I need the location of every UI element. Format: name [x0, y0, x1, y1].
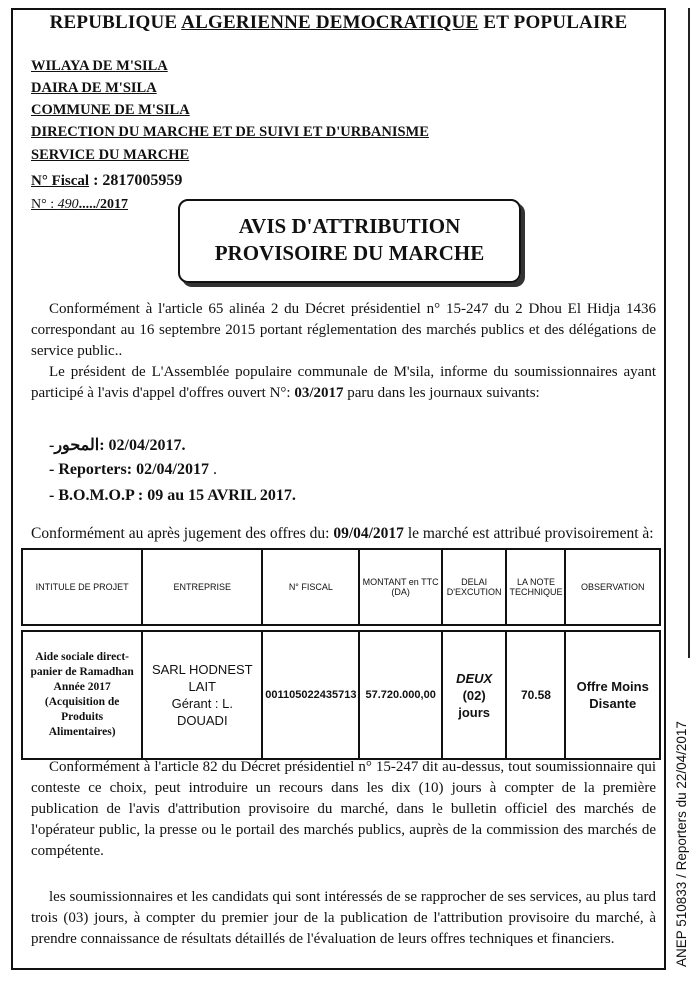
document-frame [11, 8, 666, 970]
header-projet: INTITULE DE PROJET [22, 549, 142, 625]
avis-title-box [178, 199, 521, 283]
projet-line: (Acquisition de Produits [44, 696, 120, 723]
conf2-text: Conformément au après jugement des offres du: [31, 525, 334, 542]
observation-line: Offre Moins [576, 679, 649, 694]
cell-projet [22, 631, 142, 759]
title-underlined: ALGERIENNE DEMOCRATIQUE [181, 12, 479, 33]
observation-line: Disante [589, 696, 637, 711]
projet-line: Alimentaires) [48, 726, 116, 738]
fiscal-number [31, 172, 182, 190]
org-line-commune: COMMUNE DE M'SILA [31, 102, 190, 118]
entreprise-manager: Gérant : L. DOUADI [171, 696, 233, 728]
header-fiscal: N° FISCAL [262, 549, 359, 625]
projet-line: Aide sociale direct- [35, 651, 129, 663]
header-montant: MONTANT en TTC (DA) [359, 549, 441, 625]
date2-tail: . [208, 461, 217, 478]
newspaper-line-3: - B.O.M.O.P : 09 au 15 AVRIL 2017. [49, 487, 296, 504]
date1-value: : 02/04/2017. [99, 437, 186, 454]
date1-newspaper: المحور [54, 437, 100, 454]
org-line-direction: DIRECTION DU MARCHE ET DE SUIVI ET D'URBANISME [31, 124, 429, 140]
cell-entreprise [142, 631, 262, 759]
para2-tender-number: 03/2017 [294, 385, 344, 401]
avis-title-line1: AVIS D'ATTRIBUTION [238, 214, 461, 238]
table-header-row [22, 549, 660, 625]
entreprise-name: SARL HODNEST LAIT [151, 662, 253, 694]
margin-rule [688, 8, 690, 658]
number-value: 490 [57, 197, 79, 212]
projet-line: Année 2017 [53, 681, 111, 693]
org-line-service: SERVICE DU MARCHE [31, 147, 190, 163]
title-part: REPUBLIQUE [49, 12, 182, 33]
paragraph-decree: Conformément à l'article 65 alinéa 2 du Décret présidentiel n° 15-247 du 2 Dhou El Hidja 1436 correspondant au 16 septembre 2015 portant réglementation des marchés publics et des délégations de service public.. [31, 301, 656, 359]
table-row [22, 631, 660, 759]
delai-number: (02) [462, 687, 486, 703]
newspaper-line-1 [49, 435, 185, 455]
header-entreprise: ENTREPRISE [142, 549, 262, 625]
projet-line: panier de Ramadhan [30, 666, 134, 678]
reference-number [31, 197, 128, 213]
delai-word: DEUX [456, 670, 493, 686]
cell-observation [565, 631, 660, 759]
number-suffix: ...../2017 [78, 197, 128, 212]
cell-fiscal: 001105022435713 [262, 631, 359, 759]
paragraph-recourse: Conformément à l'article 82 du Décret présidentiel n° 15-247 dit au-dessus, tout soumissionnaire qui conteste ce choix, peut introduire un recours dans les dix (10) jours à compter de la première publication de l'avis d'attribution provisoire du marché, dans le bulletin officiel des marchés de l'opérateur public, la presse ou le portail des marchés publics, auprès de la commission des marchés de compétente. [31, 759, 656, 859]
page-title [13, 12, 664, 34]
cell-montant: 57.720.000,00 [359, 631, 441, 759]
date2-value: - Reporters: 02/04/2017 [49, 461, 209, 478]
paragraph-president [31, 362, 656, 404]
delai-unit: jours [458, 704, 491, 720]
header-note: LA NOTE TECHNIQUE [506, 549, 565, 625]
number-label: N° : [31, 197, 58, 212]
fiscal-label: N° Fiscal [31, 173, 90, 189]
newspaper-line-2 [49, 461, 217, 479]
header-observation: OBSERVATION [565, 549, 660, 625]
date1-prefix: - [49, 437, 55, 454]
conf2-date: 09/04/2017 [333, 525, 404, 542]
attribution-table [21, 548, 661, 760]
cell-delai [442, 631, 507, 759]
cell-note: 70.58 [506, 631, 565, 759]
publication-reference: ANEP 510833 / Reporters du 22/04/2017 [674, 721, 689, 967]
para2-text: Le président de L'Assemblée populaire communale de M'sila, informe du soumissionnaires ayant participé à l'avis d'appel d'offres ouvert N°: [31, 364, 656, 401]
para2-text-end: paru dans les journaux suivants: [343, 385, 540, 401]
paragraph-judgement [31, 525, 661, 543]
paragraph-candidates: les soumissionnaires et les candidats qui sont intéressés de se rapprocher de ses services, au plus tard trois (03) jours, à compter du premier jour de la publication de l'attribution provisoire du marché, à prendre connaissance de résultats détaillés de l'évaluation de leurs offres techniques et financiers. [31, 889, 656, 947]
fiscal-value: : 2817005959 [89, 172, 183, 189]
header-delai: DELAI D'EXCUTION [442, 549, 507, 625]
conf2-text-end: le marché est attribué provisoirement à: [403, 525, 654, 542]
avis-title-line2: PROVISOIRE DU MARCHE [214, 241, 485, 265]
title-part: ET POPULAIRE [478, 12, 628, 33]
org-line-daira: DAIRA DE M'SILA [31, 80, 157, 96]
org-line-wilaya: WILAYA DE M'SILA [31, 58, 168, 74]
